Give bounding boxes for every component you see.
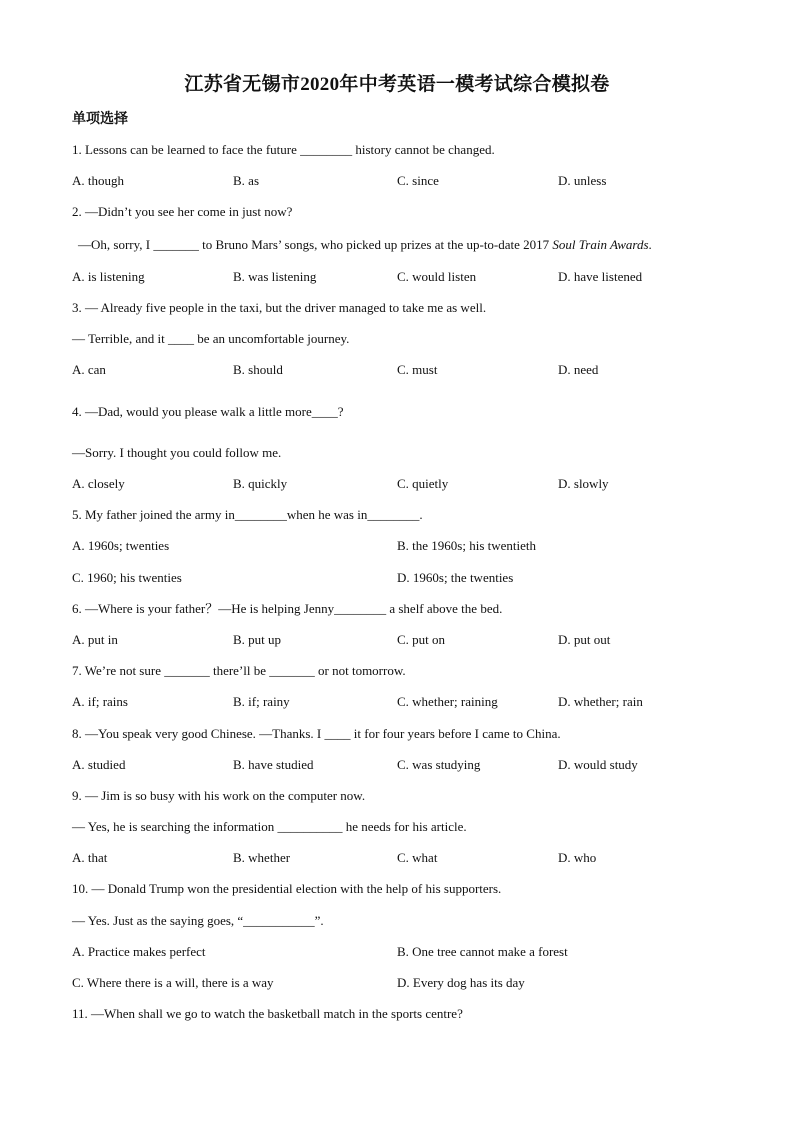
question-8-stem: 8. —You speak very good Chinese. —Thanks. I ____ it for four years before I came to China. bbox=[72, 726, 561, 741]
q4-option-c[interactable]: C. quietly bbox=[397, 476, 449, 491]
q1-option-d[interactable]: D. unless bbox=[558, 173, 607, 188]
q8-option-c[interactable]: C. was studying bbox=[397, 757, 481, 772]
question-9-stem: 9. — Jim is so busy with his work on the computer now. bbox=[72, 788, 366, 803]
question-1-stem: 1. Lessons can be learned to face the future ________ history cannot be changed. bbox=[72, 142, 495, 157]
q7-option-b[interactable]: B. if; rainy bbox=[233, 694, 290, 709]
q2-reply-text: —Oh, sorry, I _______ to Bruno Mars’ songs, who picked up prizes at the up-to-date 2017 bbox=[78, 237, 553, 252]
q9-option-c[interactable]: C. what bbox=[397, 850, 438, 865]
q2-reply-end: . bbox=[648, 237, 652, 252]
q8-option-a[interactable]: A. studied bbox=[72, 757, 126, 772]
q10-option-c[interactable]: C. Where there is a will, there is a way bbox=[72, 975, 274, 990]
q4-option-a[interactable]: A. closely bbox=[72, 476, 125, 491]
q2-option-b[interactable]: B. was listening bbox=[233, 269, 317, 284]
q1-option-b[interactable]: B. as bbox=[233, 173, 259, 188]
q6-option-b[interactable]: B. put up bbox=[233, 632, 282, 647]
question-7-stem: 7. We’re not sure _______ there’ll be _______ or not tomorrow. bbox=[72, 663, 406, 678]
q5-option-c[interactable]: C. 1960; his twenties bbox=[72, 570, 182, 585]
q6-option-c[interactable]: C. put on bbox=[397, 632, 446, 647]
question-11-stem: 11. —When shall we go to watch the basketball match in the sports centre? bbox=[72, 1006, 463, 1021]
question-10-stem: 10. — Donald Trump won the presidential election with the help of his supporters. bbox=[72, 881, 502, 896]
q4-option-d[interactable]: D. slowly bbox=[558, 476, 609, 491]
q3-option-a[interactable]: A. can bbox=[72, 362, 106, 377]
page-title: 江苏省无锡市2020年中考英语一模考试综合模拟卷 bbox=[184, 74, 610, 95]
q1-option-a[interactable]: A. though bbox=[72, 173, 124, 188]
question-2-stem: 2. —Didn’t you see her come in just now? bbox=[72, 204, 293, 219]
q8-option-b[interactable]: B. have studied bbox=[233, 757, 314, 772]
q6-option-a[interactable]: A. put in bbox=[72, 632, 118, 647]
q5-option-b[interactable]: B. the 1960s; his twentieth bbox=[397, 538, 537, 553]
q5-option-d[interactable]: D. 1960s; the twenties bbox=[397, 570, 514, 585]
question-3-stem: 3. — Already five people in the taxi, but the driver managed to take me as well. bbox=[72, 300, 487, 315]
q9-option-a[interactable]: A. that bbox=[72, 850, 108, 865]
q3-option-d[interactable]: D. need bbox=[558, 362, 599, 377]
q5-option-a[interactable]: A. 1960s; twenties bbox=[72, 538, 170, 553]
q3-option-b[interactable]: B. should bbox=[233, 362, 283, 377]
q10-option-d[interactable]: D. Every dog has its day bbox=[397, 975, 525, 990]
q2-option-c[interactable]: C. would listen bbox=[397, 269, 477, 284]
question-10-reply: — Yes. Just as the saying goes, “___________”. bbox=[72, 913, 324, 928]
q9-option-d[interactable]: D. who bbox=[558, 850, 597, 865]
q3-option-c[interactable]: C. must bbox=[397, 362, 438, 377]
q2-reply-italic: Soul Train Awards bbox=[552, 237, 649, 252]
question-6-stem: 6. —Where is your father？—He is helping Jenny________ a shelf above the bed. bbox=[72, 601, 503, 616]
q7-option-a[interactable]: A. if; rains bbox=[72, 694, 128, 709]
q4-option-b[interactable]: B. quickly bbox=[233, 476, 288, 491]
question-2-reply bbox=[78, 237, 652, 253]
q10-option-a[interactable]: A. Practice makes perfect bbox=[72, 944, 206, 959]
q2-option-a[interactable]: A. is listening bbox=[72, 269, 145, 284]
question-3-reply: — Terrible, and it ____ be an uncomfortable journey. bbox=[72, 331, 350, 346]
question-4-reply: —Sorry. I thought you could follow me. bbox=[72, 445, 282, 460]
question-9-reply: — Yes, he is searching the information __________ he needs for his article. bbox=[72, 819, 467, 834]
q7-option-d[interactable]: D. whether; rain bbox=[558, 694, 643, 709]
q7-option-c[interactable]: C. whether; raining bbox=[397, 694, 498, 709]
section-heading: 单项选择 bbox=[72, 112, 128, 127]
q1-option-c[interactable]: C. since bbox=[397, 173, 439, 188]
q10-option-b[interactable]: B. One tree cannot make a forest bbox=[397, 944, 568, 959]
q9-option-b[interactable]: B. whether bbox=[233, 850, 291, 865]
question-5-stem: 5. My father joined the army in________when he was in________. bbox=[72, 507, 423, 522]
q6-option-d[interactable]: D. put out bbox=[558, 632, 611, 647]
q2-option-d[interactable]: D. have listened bbox=[558, 269, 643, 284]
q8-option-d[interactable]: D. would study bbox=[558, 757, 638, 772]
question-4-stem: 4. —Dad, would you please walk a little more____? bbox=[72, 404, 344, 419]
